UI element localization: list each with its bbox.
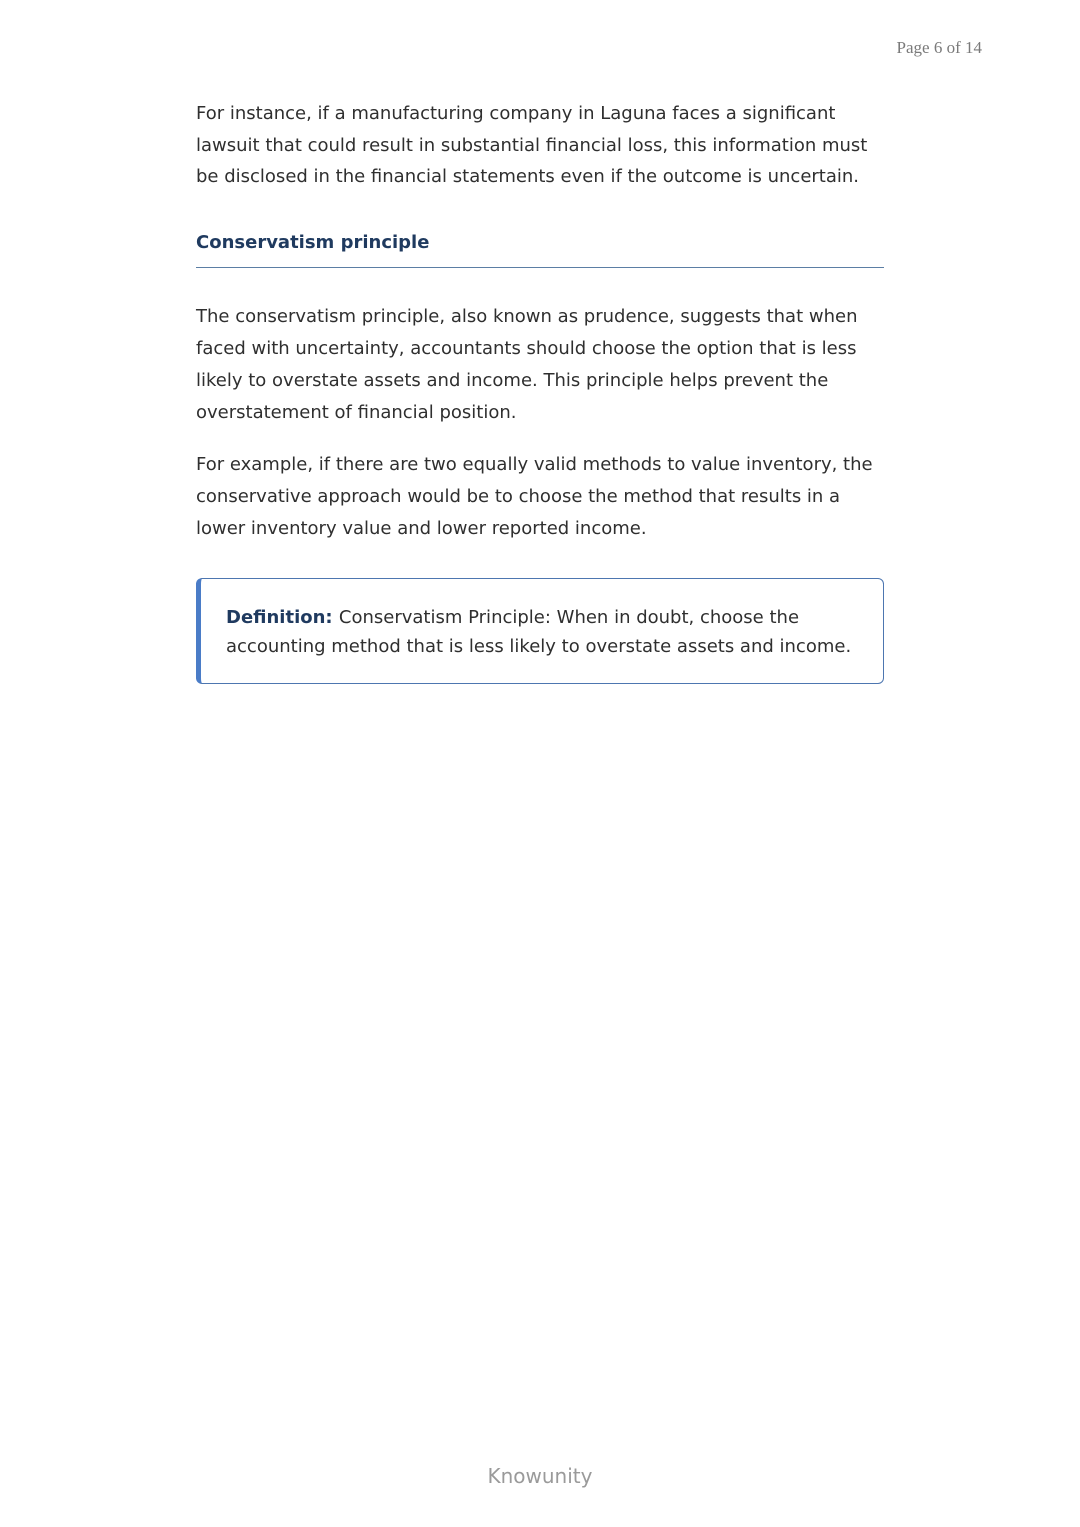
- definition-label: Definition:: [226, 606, 339, 628]
- section-heading: Conservatism principle: [196, 230, 884, 268]
- definition-text: Conservatism Principle: When in doubt, choose the accounting method that is less likely to overstate assets and income.: [226, 606, 852, 657]
- footer-brand: Knowunity: [487, 1464, 593, 1488]
- definition-box: [196, 578, 884, 684]
- document-body: [196, 98, 884, 684]
- page-number: Page 6 of 14: [896, 38, 982, 57]
- example-paragraph: For example, if there are two equally valid methods to value inventory, the conservative approach would be to choose the method that results in a lower inventory value and lower reported income.: [196, 453, 873, 539]
- intro-paragraph: For instance, if a manufacturing company in Laguna faces a significant lawsuit that could result in substantial financial loss, this information must be disclosed in the financial statements even if the outcome is uncertain.: [196, 103, 868, 187]
- body-paragraph: The conservatism principle, also known as prudence, suggests that when faced with uncertainty, accountants should choose the option that is less likely to overstate assets and income. This principle helps prevent the overstatement of financial position.: [196, 305, 858, 423]
